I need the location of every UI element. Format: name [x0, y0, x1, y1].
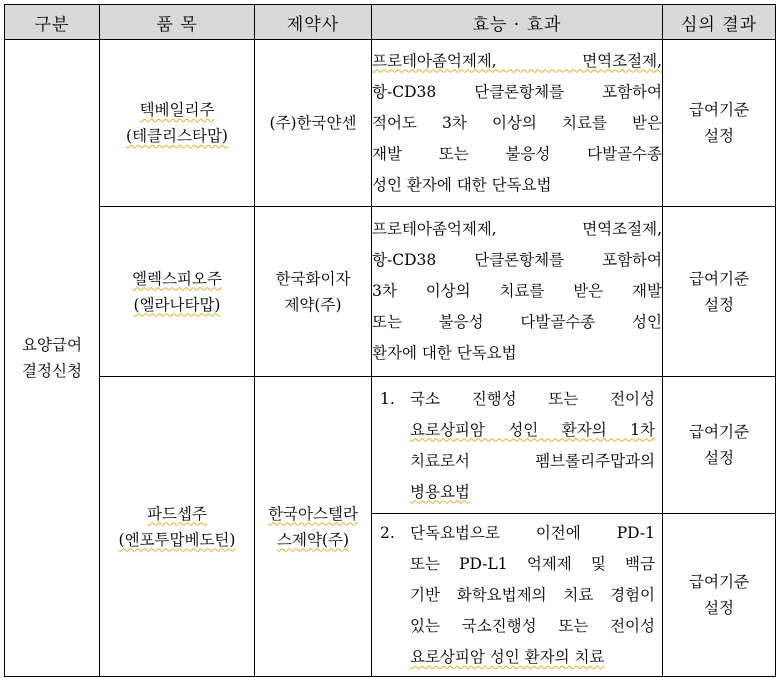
product-ingredient: (테클리스타맙): [126, 127, 228, 145]
efficacy-line: 또는 PD-L1 억제제 및 백금: [410, 555, 655, 573]
efficacy-line: 또는 불응성 다발골수종 성인: [372, 313, 662, 331]
efficacy-cell: [372, 40, 663, 207]
header-company: 제약사: [255, 5, 372, 40]
table-row: [5, 377, 776, 514]
company-name: 한국화이자: [275, 269, 351, 288]
product-cell: [100, 207, 255, 377]
table-row: [5, 207, 776, 377]
company-name: 한국아스텔라: [268, 504, 358, 523]
result-line: 설정: [704, 127, 734, 145]
result-line: 설정: [704, 599, 734, 617]
category-line: 요양급여: [22, 336, 82, 354]
efficacy-line: 환자에 대한 단독요법: [372, 344, 517, 362]
efficacy-line: 성인 환자에 대한 단독요법: [372, 175, 552, 194]
result-line: 설정: [704, 295, 734, 314]
company-name: 제약(주): [284, 295, 342, 314]
product-ingredient: (엘라나타맙): [133, 295, 221, 314]
efficacy-line: 프로테아좀억제제, 면역조절제,: [372, 51, 662, 70]
efficacy-line: 요로상피암 성인 환자의 치료: [410, 648, 605, 666]
company-cell: [255, 40, 372, 207]
efficacy-cell: [372, 514, 663, 677]
product-cell: [100, 40, 255, 207]
product-name: 엘렉스피오주: [132, 269, 222, 288]
efficacy-line: 재발 또는 불응성 다발골수종: [372, 144, 662, 163]
header-row: [5, 5, 776, 40]
efficacy-line: 병용요법: [410, 482, 470, 501]
result-cell: [663, 377, 776, 514]
category-line: 결정신청: [22, 362, 82, 380]
result-line: 급여기준: [689, 101, 749, 119]
result-cell: [663, 207, 776, 377]
efficacy-line: 요로상피암 성인 환자의 1차: [410, 420, 655, 439]
result-line: 급여기준: [689, 269, 749, 288]
efficacy-cell: [372, 377, 663, 514]
result-line: 급여기준: [689, 573, 749, 591]
header-result: 심의 결과: [663, 5, 776, 40]
company-cell: [255, 377, 372, 677]
efficacy-line: 치료로서 펨브롤리주맙과의: [410, 451, 655, 470]
product-ingredient: (엔포투맙베도틴): [118, 530, 236, 549]
header-efficacy: 효능 · 효과: [372, 5, 663, 40]
category-cell: [5, 40, 100, 677]
efficacy-line: 기반 화학요법제의 치료 경험이: [410, 586, 655, 604]
product-name: 텍베일리주: [139, 101, 215, 119]
efficacy-line: 항-CD38 단클론항체를 포함하여: [372, 82, 662, 101]
efficacy-line: 3차 이상의 치료를 받은 재발: [372, 282, 662, 300]
product-cell: [100, 377, 255, 677]
item-number: 1.: [380, 389, 395, 408]
efficacy-cell: [372, 207, 663, 377]
header-product: 품 목: [100, 5, 255, 40]
header-category: 구분: [5, 5, 100, 40]
company-name: (주)한국얀센: [269, 114, 357, 132]
item-number: 2.: [380, 524, 395, 542]
efficacy-line: 프로테아좀억제제, 면역조절제,: [372, 220, 662, 238]
review-results-table: [4, 4, 776, 677]
result-line: 급여기준: [689, 423, 749, 441]
efficacy-line: 국소 진행성 또는 전이성: [410, 389, 655, 408]
product-name: 파드셉주: [147, 504, 207, 523]
result-line: 설정: [704, 449, 734, 467]
result-cell: [663, 40, 776, 207]
efficacy-line: 항-CD38 단클론항체를 포함하여: [372, 251, 662, 269]
efficacy-line: 적어도 3차 이상의 치료를 받은: [372, 113, 662, 132]
efficacy-line: 있는 국소진행성 또는 전이성: [410, 617, 655, 635]
company-cell: [255, 207, 372, 377]
company-name: 스제약(주): [277, 530, 349, 549]
result-cell: [663, 514, 776, 677]
table-row: [5, 40, 776, 207]
efficacy-line: 단독요법으로 이전에 PD-1: [410, 524, 655, 542]
